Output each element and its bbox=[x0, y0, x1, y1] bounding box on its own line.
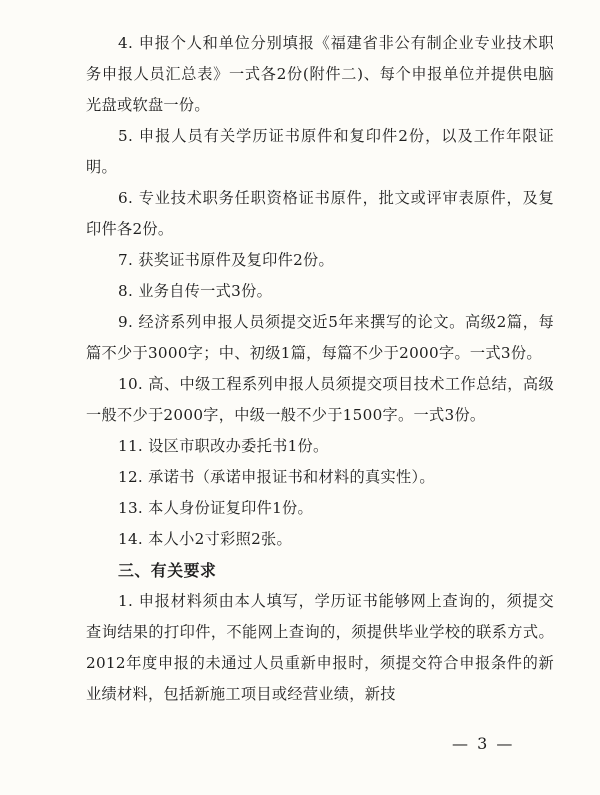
list-item-14: 14. 本人小2寸彩照2张。 bbox=[118, 530, 293, 548]
document-body bbox=[86, 28, 554, 710]
page-number: — 3 — bbox=[452, 734, 515, 753]
list-item-6: 6. 专业技术职务任职资格证书原件，批文或评审表原件，及复印件各2份。 bbox=[86, 189, 554, 238]
list-item-7: 7. 获奖证书原件及复印件2份。 bbox=[118, 251, 335, 269]
list-item-8: 8. 业务自传一式3份。 bbox=[118, 282, 273, 300]
requirement-paragraph-1: 1. 申报材料须由本人填写，学历证书能够网上查询的，须提交查询结果的打印件，不能网上查询的，须提供毕业学校的联系方式。2012年度申报的未通过人员重新申报时，须提交符合申报条件的新业绩材料，包括新施工项目或经营业绩，新技 bbox=[86, 592, 554, 703]
list-item-9: 9. 经济系列申报人员须提交近5年来撰写的论文。高级2篇，每篇不少于3000字；中、初级1篇，每篇不少于2000字。一式3份。 bbox=[86, 313, 554, 362]
list-item-12: 12. 承诺书（承诺申报证书和材料的真实性）。 bbox=[118, 468, 435, 486]
section-heading: 三、有关要求 bbox=[118, 561, 217, 580]
list-item-11: 11. 设区市职改办委托书1份。 bbox=[118, 437, 329, 455]
list-item-10: 10. 高、中级工程系列申报人员须提交项目技术工作总结，高级一般不少于2000字，中级一般不少于1500字。一式3份。 bbox=[86, 375, 554, 424]
list-item-13: 13. 本人身份证复印件1份。 bbox=[118, 499, 314, 517]
list-item-4: 4. 申报个人和单位分别填报《福建省非公有制企业专业技术职务申报人员汇总表》一式各2份(附件二)、每个申报单位并提供电脑光盘或软盘一份。 bbox=[86, 34, 554, 114]
list-item-5: 5. 申报人员有关学历证书原件和复印件2份，以及工作年限证明。 bbox=[86, 127, 554, 176]
